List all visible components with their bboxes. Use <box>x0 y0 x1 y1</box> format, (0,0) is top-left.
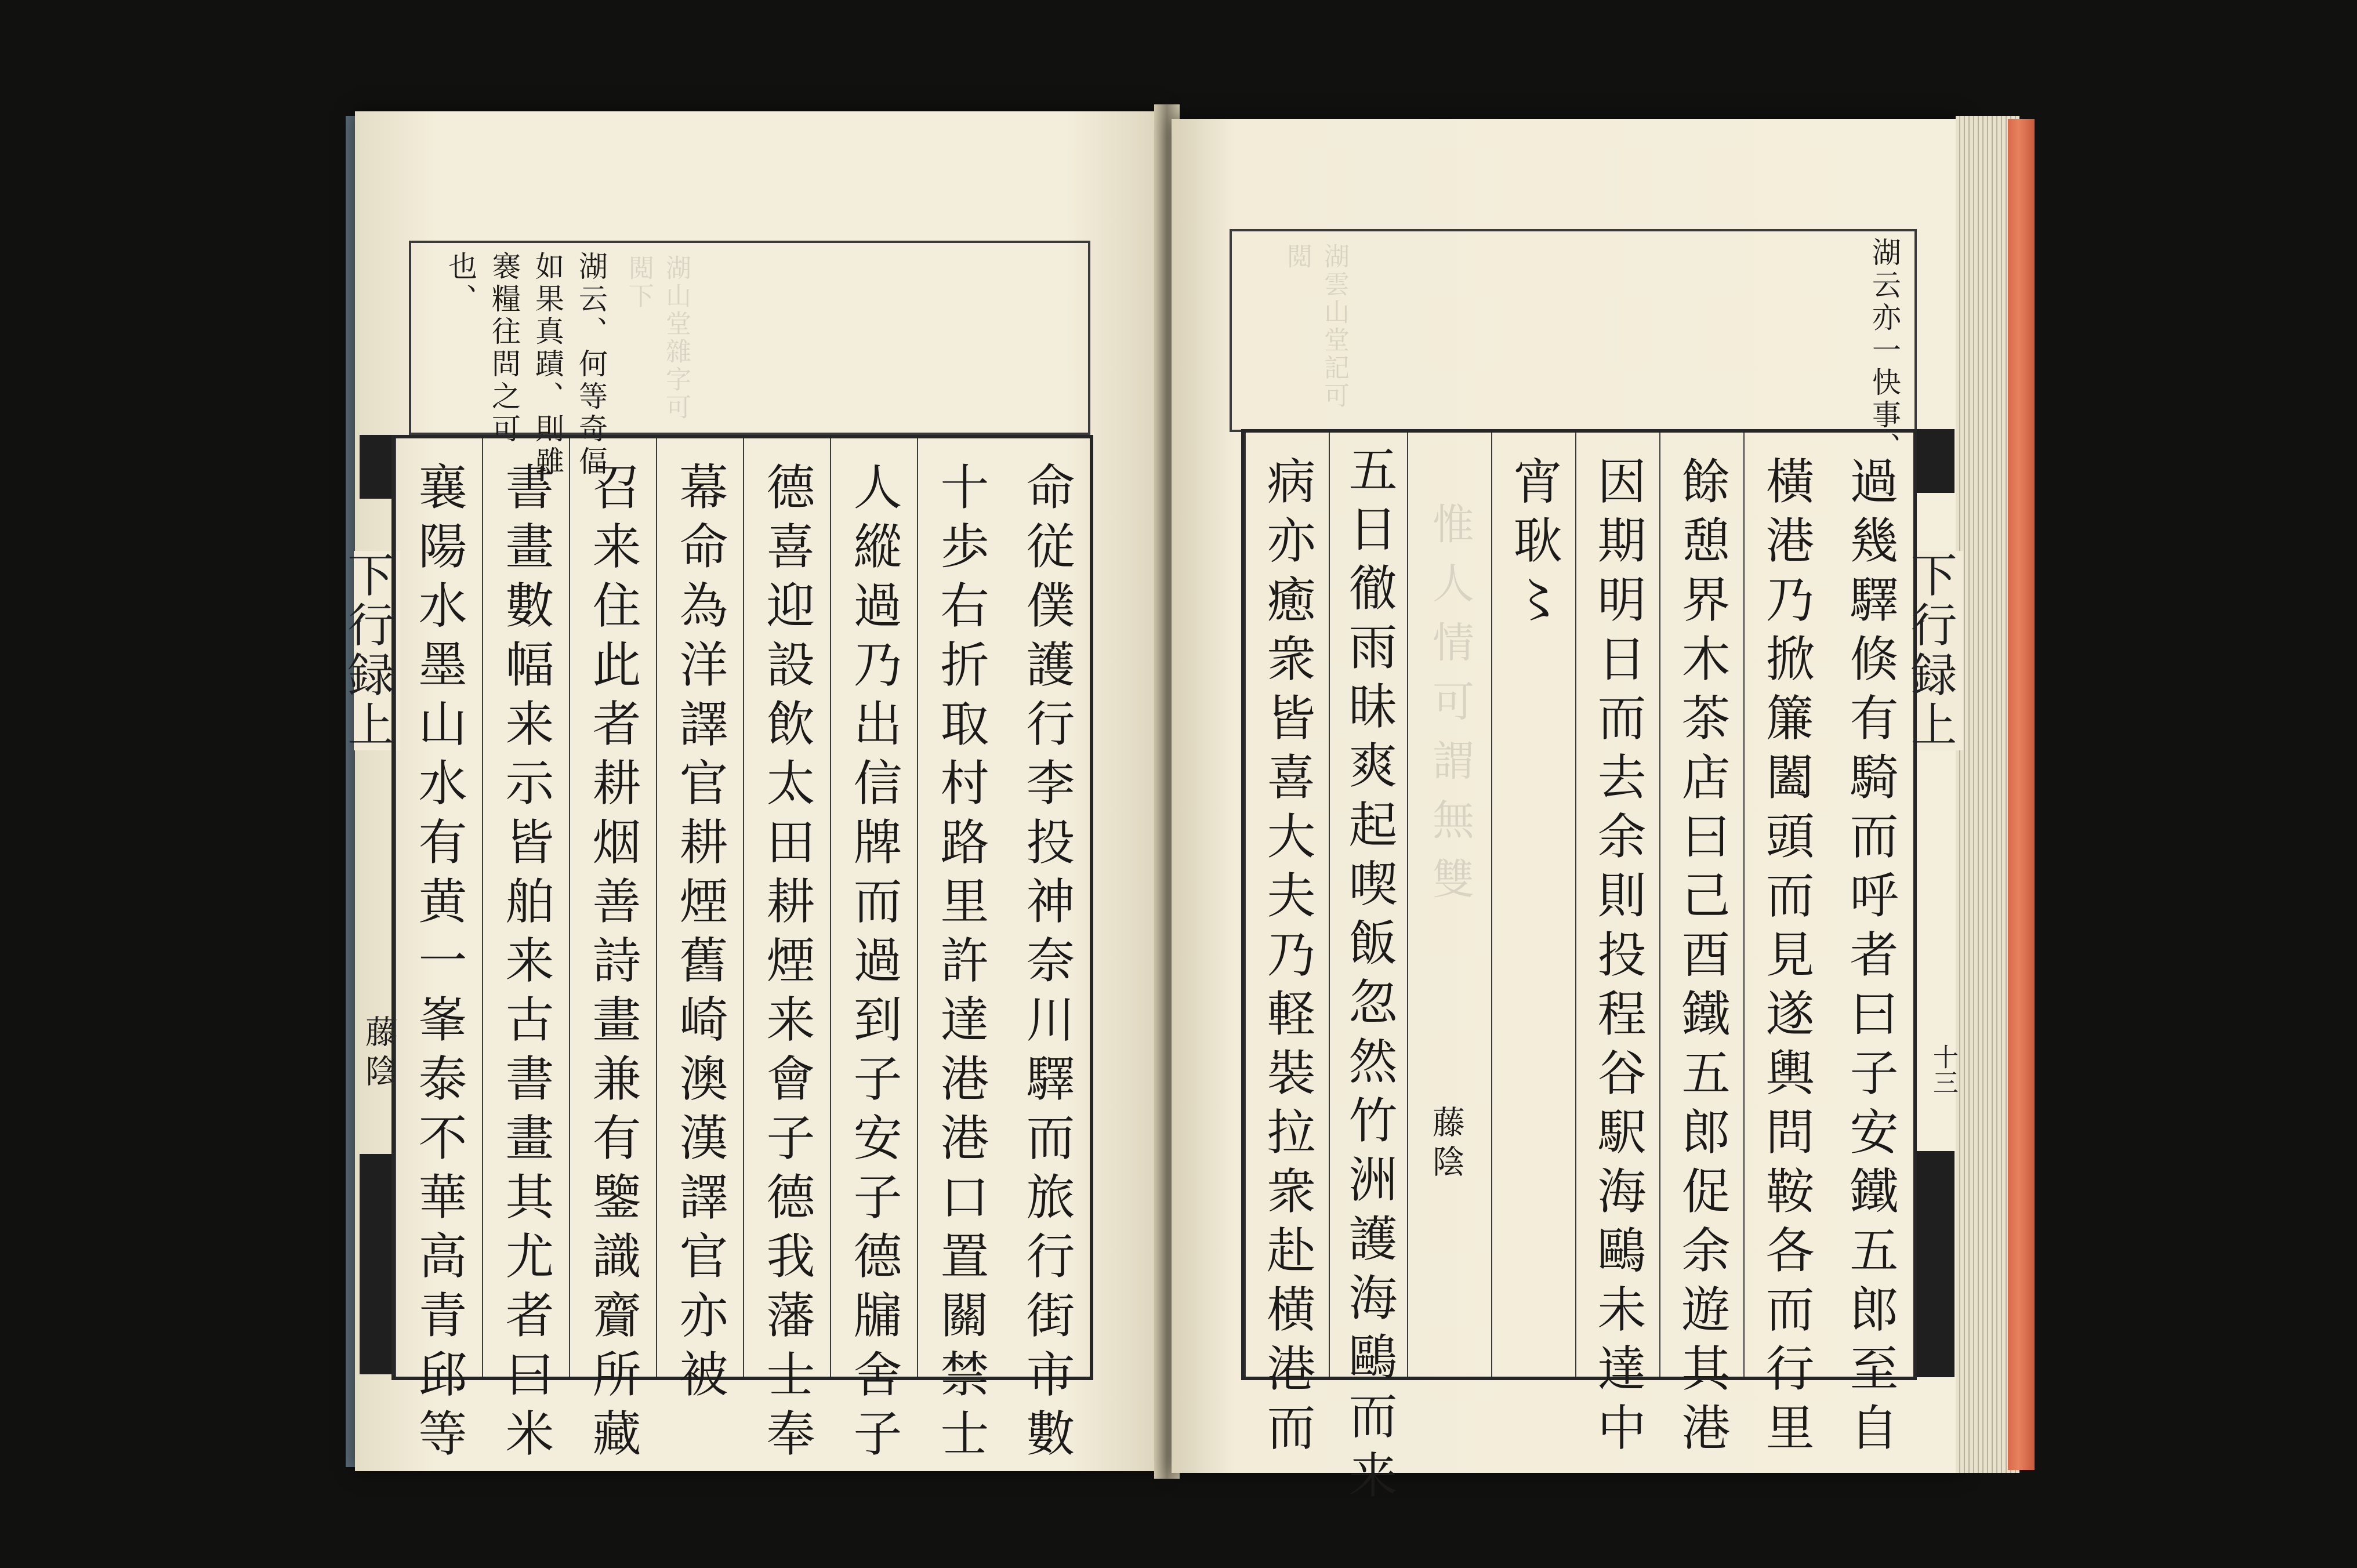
right-text-frame <box>1241 429 1917 1509</box>
left-col-text-6: 召来住此者耕烟善詩畫兼有鑒識齎所藏 <box>585 462 641 1467</box>
right-col-8 <box>1245 433 1329 1461</box>
right-col-7 <box>1329 433 1407 1509</box>
left-col-text-2: 十歩右折取村路里許達港港口置關禁士 <box>933 462 989 1467</box>
left-headnote-frame <box>409 241 1090 511</box>
right-col-3 <box>1659 433 1743 1461</box>
left-fishtail-top <box>360 435 391 499</box>
left-col-2 <box>917 438 1004 1467</box>
right-fishtail-bottom <box>1914 1151 1955 1377</box>
right-col-text-4: 因期明日而去余則投程谷駅海鷗未達中 <box>1590 456 1647 1461</box>
right-col-6 <box>1407 433 1491 1377</box>
left-margin-title: 下行録上 <box>354 551 400 750</box>
left-fishtail-bottom <box>360 1154 391 1374</box>
left-col-text-8: 襄陽水墨山水有黄一峯泰不華高青邱等 <box>411 462 467 1467</box>
right-col-5 <box>1491 433 1575 1377</box>
right-col-text-7: 五日徹雨昧爽起喫飯忽然竹洲護海鷗而来 <box>1341 444 1398 1509</box>
right-headnote-col-1: 湖云亦一快事、 <box>1868 237 1901 464</box>
left-col-5 <box>656 438 743 1408</box>
headnote-col-4: 也、 <box>444 251 477 316</box>
left-text-frame <box>391 435 1093 1467</box>
right-col-2 <box>1743 433 1827 1461</box>
left-col-text-3: 人縱過乃出信牌而過到子安子德牖舍子 <box>846 462 902 1467</box>
right-col-text-2: 橫港乃掀簾闔頭而見遂輿問鞍各而行里 <box>1758 456 1815 1461</box>
left-col-text-7: 書畫數幅来示皆舶来古書畫其尤者曰米 <box>498 462 554 1467</box>
headnote-col-1: 湖云、何等奇偪、 <box>574 251 608 511</box>
right-col-text-1: 過幾驛倏有騎而呼者曰子安鐵五郎至自 <box>1842 456 1899 1461</box>
right-fishtail-top <box>1914 429 1955 493</box>
left-col-1 <box>1004 438 1091 1467</box>
left-signature: 藤陰 <box>360 1015 398 1094</box>
bleed-through-text: 惟人情可謂無雙 <box>1426 502 1474 916</box>
cover-edge <box>2008 119 2035 1470</box>
bleed-through-text: 湖雲山堂記可閲 <box>1282 243 1349 410</box>
left-col-8 <box>395 438 482 1467</box>
right-margin-title: 下行録上 <box>1917 551 1963 750</box>
left-col-text-1: 命従僕護行李投神奈川驛而旅行街市數 <box>1018 462 1075 1467</box>
right-signature: 藤陰 <box>1427 1105 1465 1184</box>
right-col-4 <box>1575 433 1659 1461</box>
right-headnote-frame <box>1230 229 1917 464</box>
page-folio: 十三 <box>1928 1044 1958 1095</box>
left-col-6 <box>569 438 656 1467</box>
right-col-text-5: 宵耿〻 <box>1506 456 1562 633</box>
left-col-text-4: 德喜迎設飲太田耕煙来會子德我藩士奉 <box>759 462 815 1467</box>
left-col-text-5: 幕命為洋譯官耕煙舊崎澳漢譯官亦被 <box>672 462 728 1408</box>
left-col-7 <box>482 438 569 1467</box>
headnote-col-2: 如果真蹟、則雖 <box>531 251 564 478</box>
left-col-4 <box>743 438 830 1467</box>
right-col-text-3: 餘憩界木茶店曰己酉鐵五郎促余遊其港 <box>1674 456 1731 1461</box>
right-col-text-8: 病亦癒衆皆喜大夫乃軽裝拉衆赴横港而 <box>1259 456 1316 1461</box>
headnote-col-3: 褰糧往問之可 <box>487 251 521 446</box>
bleed-through-text: 湖山堂雜字可閲下 <box>624 255 691 422</box>
left-col-3 <box>830 438 917 1467</box>
right-col-1 <box>1827 433 1914 1461</box>
